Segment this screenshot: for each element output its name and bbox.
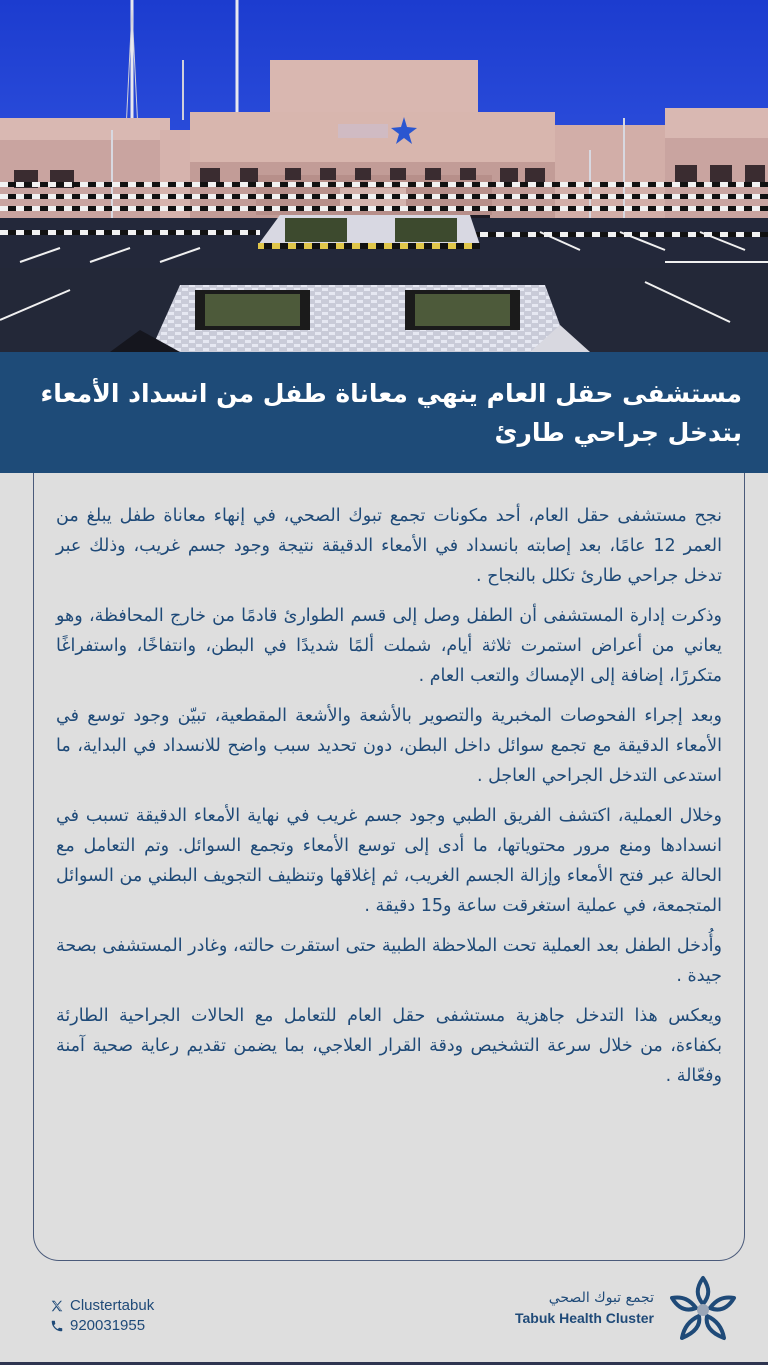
phone-icon	[50, 1319, 64, 1333]
article-body	[33, 473, 745, 1261]
paragraph: وخلال العملية، اكتشف الفريق الطبي وجود جسم غريب في نهاية الأمعاء الدقيقة تسبب في انسدادها ومنع مرور محتوياتها، ما أدى إلى توسع الأمعاء وتجمع السوائل. وتم التعامل مع الحالة عبر فتح الأمعاء وإزالة الجسم الغريب، ثم إغلاقها وتنظيف التجويف البطني من السوائل المتجمعة، في عملية استغرقت ساعة و15 دقيقة .	[56, 806, 722, 916]
paragraph: وذكرت إدارة المستشفى أن الطفل وصل إلى قسم الطوارئ قادمًا من خارج المحافظة، وهو يعاني من أعراض استمرت ثلاثة أيام، شملت ألمًا شديدًا في البطن، وانتفاخًا، واستفراغًا متكررًا، إضافة إلى الإمساك والتعب العام .	[56, 606, 722, 686]
headline: مستشفى حقل العام ينهي معاناة طفل من انسداد الأمعاء بتدخل جراحي طارئ	[40, 379, 742, 447]
headline-band	[0, 352, 768, 473]
hospital-building-illustration	[0, 0, 768, 352]
brand-text	[515, 1288, 654, 1328]
paragraph: ويعكس هذا التدخل جاهزية مستشفى حقل العام للتعامل مع الحالات الجراحية الطارئة بكفاءة، من خلال سرعة التشخيص ودقة القرار العلاجي، بما يضمن تقديم رعاية صحية آمنة وفعّالة .	[56, 1006, 722, 1086]
social-handle-row[interactable]	[50, 1296, 154, 1316]
x-logo-icon	[50, 1299, 64, 1313]
brand-lockup	[515, 1274, 738, 1342]
paragraph: وأُدخل الطفل بعد العملية تحت الملاحظة الطبية حتى استقرت حالته، وغادر المستشفى بصحة جيدة .	[56, 936, 722, 986]
hero-photo	[0, 0, 768, 352]
paragraph: نجح مستشفى حقل العام، أحد مكونات تجمع تبوك الصحي، في إنهاء معاناة طفل يبلغ من العمر 12 عامًا، بعد إصابته بانسداد في الأمعاء الدقيقة نتيجة وجود جسم غريب، وذلك عبر تدخل جراحي طارئ تكلل بالنجاح .	[56, 506, 722, 586]
tabuk-health-cluster-logo-icon	[668, 1274, 738, 1342]
phone-number: 920031955	[70, 1317, 146, 1334]
brand-name-english: Tabuk Health Cluster	[515, 1310, 654, 1326]
footer	[0, 1262, 768, 1360]
brand-name-arabic: تجمع تبوك الصحي	[548, 1290, 654, 1306]
social-handle: Clustertabuk	[70, 1297, 155, 1314]
phone-row[interactable]	[50, 1316, 154, 1336]
paragraph: وبعد إجراء الفحوصات المخبرية والتصوير بالأشعة والأشعة المقطعية، تبيّن وجود توسع في الأمعاء الدقيقة مع تجمع سوائل داخل البطن، دون تحديد سبب واضح للانسداد في البداية، ما استدعى التدخل الجراحي العاجل .	[56, 706, 722, 786]
contact-info	[50, 1296, 154, 1336]
